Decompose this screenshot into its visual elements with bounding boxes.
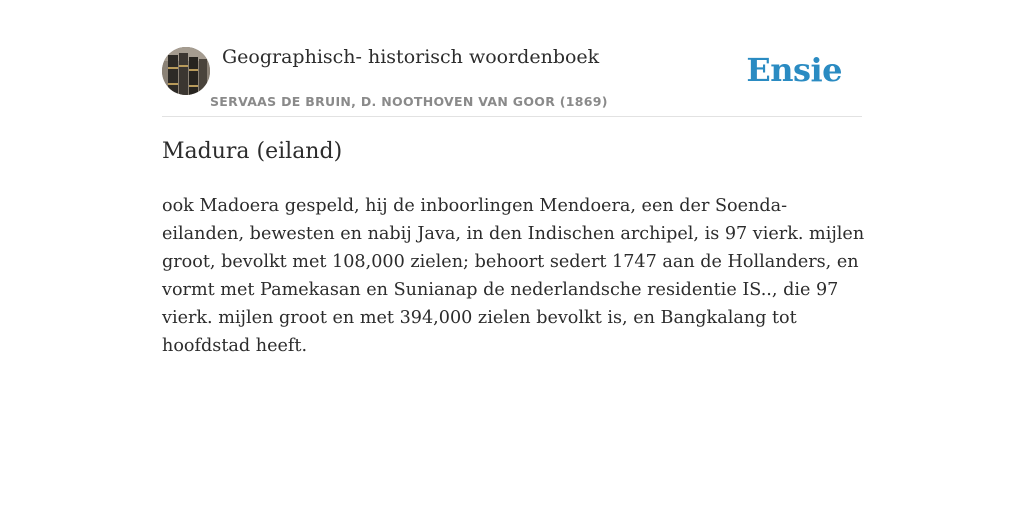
- entry-title: Madura (eiland): [162, 139, 343, 164]
- ensie-logo-link[interactable]: Ensie: [746, 51, 842, 89]
- book-title[interactable]: Geographisch- historisch woordenboek: [222, 46, 600, 68]
- entry-body: ook Madoera gespeld, hij de inboorlingen Mendoera, een der Soenda-eilanden, bewesten en nabij Java, in den Indischen archipel, is 97 vierk. mijlen groot, bevolkt met 108,000 zielen; behoort sedert 1747 aan de Hollanders, en vormt met Pamekasan en Sunianap de nederlandsche residentie IS.., die 97 vierk. mijlen groot en met 394,000 zielen bevolkt is, en Bangkalang tot hoofdstad heeft.: [162, 196, 865, 356]
- book-avatar-icon[interactable]: [162, 47, 210, 95]
- book-header: [162, 40, 862, 117]
- book-author: SERVAAS DE BRUIN, D. NOOTHOVEN VAN GOOR (1869): [210, 94, 608, 109]
